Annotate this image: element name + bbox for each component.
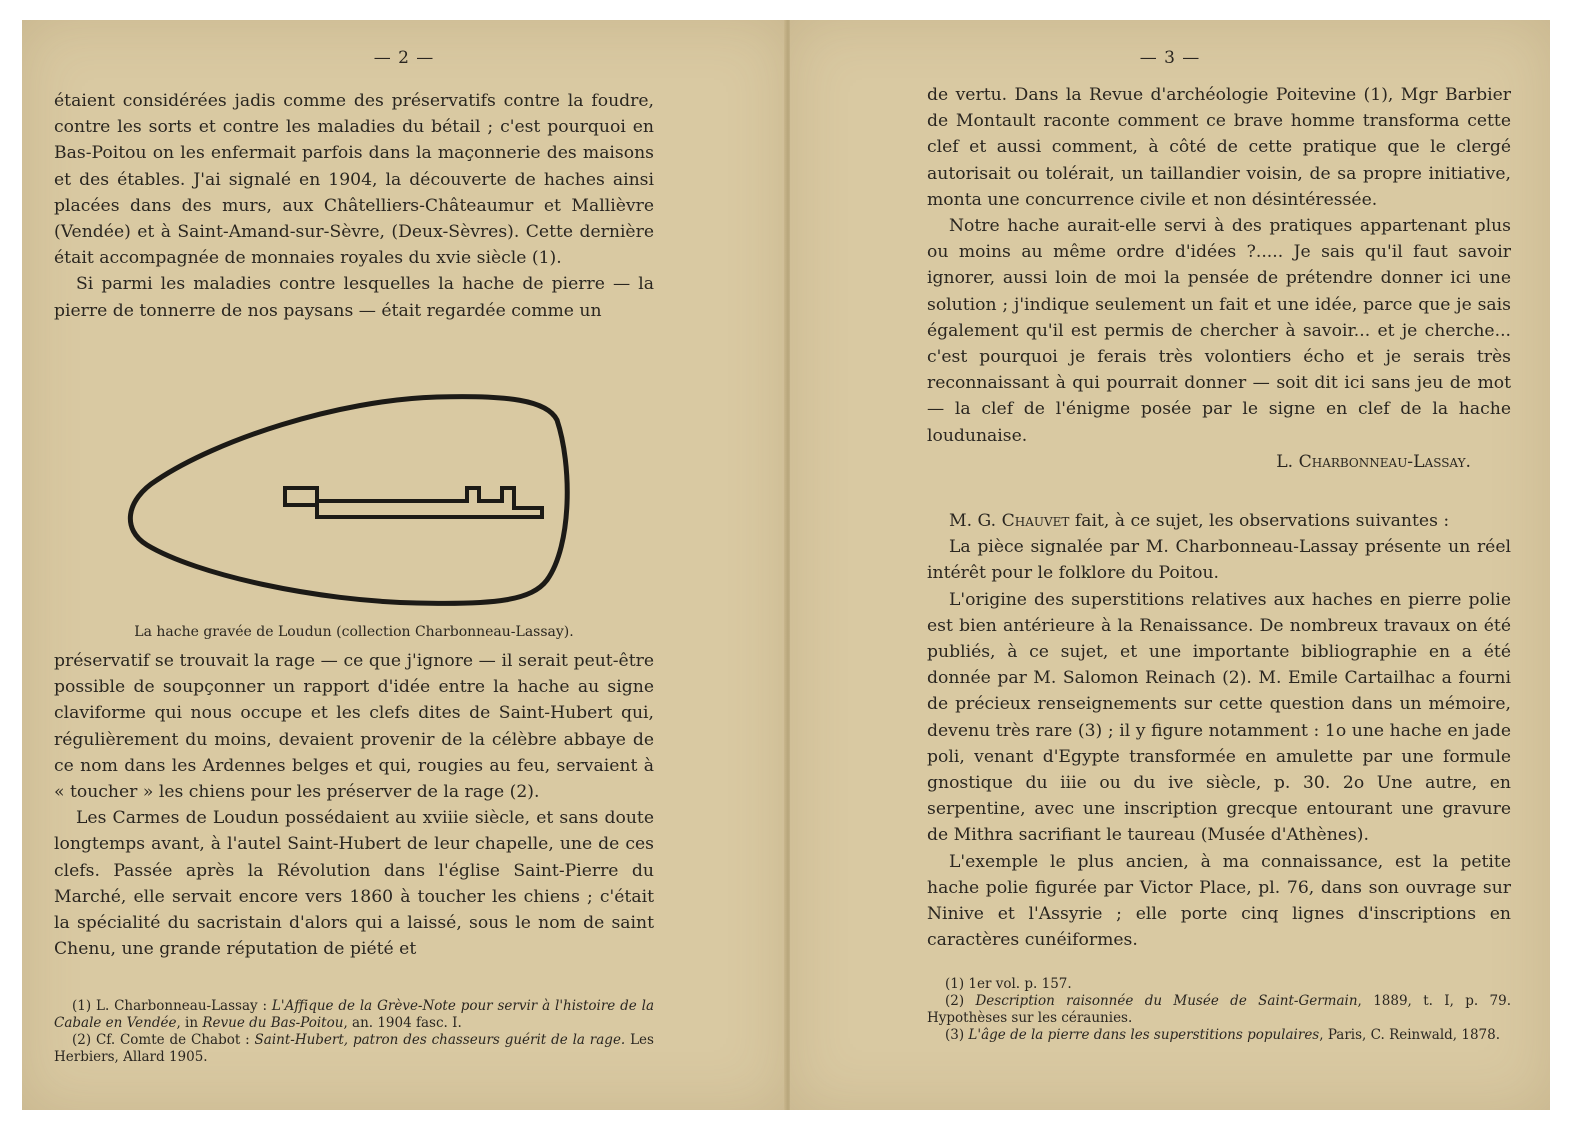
page-number: — 3 —: [1139, 48, 1201, 68]
paragraph: préservatif se trouvait la rage — ce que j'ignore — il serait peut-être possible de soupçonner un rapport d'idée entre la hache au signe claviforme qui nous occupe et les clefs dites de Saint-Hubert qui, régulièrement du moins, devaient provenir de la célèbre abbaye de ce nom dans les Ardennes belges et qui, rougies au feu, servaient à « toucher » les chiens pour les préserver de la rage (2).: [54, 651, 654, 803]
paragraph: L'exemple le plus ancien, à ma connaissance, est la petite hache polie figurée par Victor Place, pl. 76, dans son ouvrage sur Ninive et l'Assyrie ; elle porte cinq lignes d'inscriptions en caractères cunéiformes.: [927, 851, 1511, 951]
page-number: — 2 —: [373, 48, 435, 68]
paragraph: Notre hache aurait-elle servi à des pratiques appartenant plus ou moins au même ordre d'idées ?..... Je sais qu'il faut savoir ignorer, aussi loin de moi la pensée de prétendre donner ici une solution ; j'indique seulement un fait et une idée, parce que je sais également qu'il est permis de chercher à savoir... et je cherche... c'est pourquoi je ferais très volontiers écho et je serais très reconnaissant à qui pourrait donner — soit dit ici sans jeu de mot — la clef de l'énigme posée par le signe en clef de la hache loudunaise.: [927, 216, 1511, 446]
signature: L. Charbonneau-Lassay.: [1276, 451, 1471, 472]
footnotes: [927, 976, 1511, 1044]
right-page: [790, 20, 1550, 1110]
paragraph: La pièce signalée par M. Charbonneau-Lassay présente un réel intérêt pour le folklore du Poitou.: [927, 537, 1511, 584]
left-page: [22, 20, 786, 1110]
paragraph: Si parmi les maladies contre lesquelles la hache de pierre — la pierre de tonnerre de nos paysans — était regardée comme un: [54, 274, 654, 321]
paragraph: étaient considérées jadis comme des préservatifs contre la foudre, contre les sorts et contre les maladies du bétail ; c'est pourquoi en Bas-Poitou on les enfermait parfois dans la maçonnerie des maisons et des étables. J'ai signalé en 1904, la découverte de haches ainsi placées dans des murs, aux Châtelliers-Châteaumur et Mallièvre (Vendée) et à Saint-Amand-sur-Sèvre, (Deux-Sèvres). Cette dernière était accompagnée de monnaies royales du xvie siècle (1).: [54, 91, 654, 269]
chauvet-intro: M. G. Chauvet fait, à ce sujet, les observations suivantes :: [949, 511, 1450, 531]
footnote-2: (2) Description raisonnée du Musée de Saint-Germain, 1889, t. I, p. 79. Hypothèses sur les céraunies.: [927, 993, 1511, 1026]
left-bottom-text: [54, 648, 654, 962]
footnote-3: (3) L'âge de la pierre dans les superstitions populaires, Paris, C. Reinwald, 1878.: [945, 1027, 1501, 1043]
paragraph: Les Carmes de Loudun possédaient au xviiie siècle, et sans doute longtemps avant, à l'autel Saint-Hubert de leur chapelle, une de ces clefs. Passée après la Révolution dans l'église Saint-Pierre du Marché, elle servait encore vers 1860 à toucher les chiens ; c'était la spécialité du sacristain d'alors qui a laissé, sous le nom de saint Chenu, une grande réputation de piété et: [54, 808, 654, 960]
paragraph: de vertu. Dans la Revue d'archéologie Poitevine (1), Mgr Barbier de Montault raconte comment ce brave homme transforma cette clef et aussi comment, à côté de cette pratique que le clergé autorisait ou tolérait, un taillandier voisin, de sa propre initiative, monta une concurrence civile et non désintéressée.: [927, 85, 1511, 210]
footnotes: [54, 998, 654, 1066]
right-mid-text: [927, 508, 1511, 953]
left-top-text: [54, 88, 654, 324]
axe-illustration: [117, 375, 587, 615]
paragraph: L'origine des superstitions relatives aux haches en pierre polie est bien antérieure à la Renaissance. De nombreux travaux on été publiés, à ce sujet, et une importante bibliographie en a été donnée par M. Salomon Reinach (2). M. Emile Cartailhac a fourni de précieux renseignements sur cette question dans un mémoire, devenu très rare (3) ; il y figure notamment : 1o une hache en jade poli, venant d'Egypte transformée en amulette par une formule gnostique du iiie ou du ive siècle, p. 30. 2o Une autre, en serpentine, avec une inscription grecque entourant une gravure de Mithra sacrifiant le taureau (Musée d'Athènes).: [927, 589, 1511, 846]
right-top-text: [927, 82, 1511, 475]
footnote-2: (2) Cf. Comte de Chabot : Saint-Hubert, patron des chasseurs guérit de la rage. Les Herbiers, Allard 1905.: [54, 1032, 654, 1065]
key-sign: [285, 488, 542, 517]
figure-caption: La hache gravée de Loudun (collection Charbonneau-Lassay).: [134, 624, 574, 640]
footnote-1: (1) L. Charbonneau-Lassay : L'Affique de la Grève-Note pour servir à l'histoire de la Cabale en Vendée, in Revue du Bas-Poitou, an. 1904 fasc. I.: [54, 998, 654, 1031]
footnote-1: (1) 1er vol. p. 157.: [945, 976, 1072, 992]
